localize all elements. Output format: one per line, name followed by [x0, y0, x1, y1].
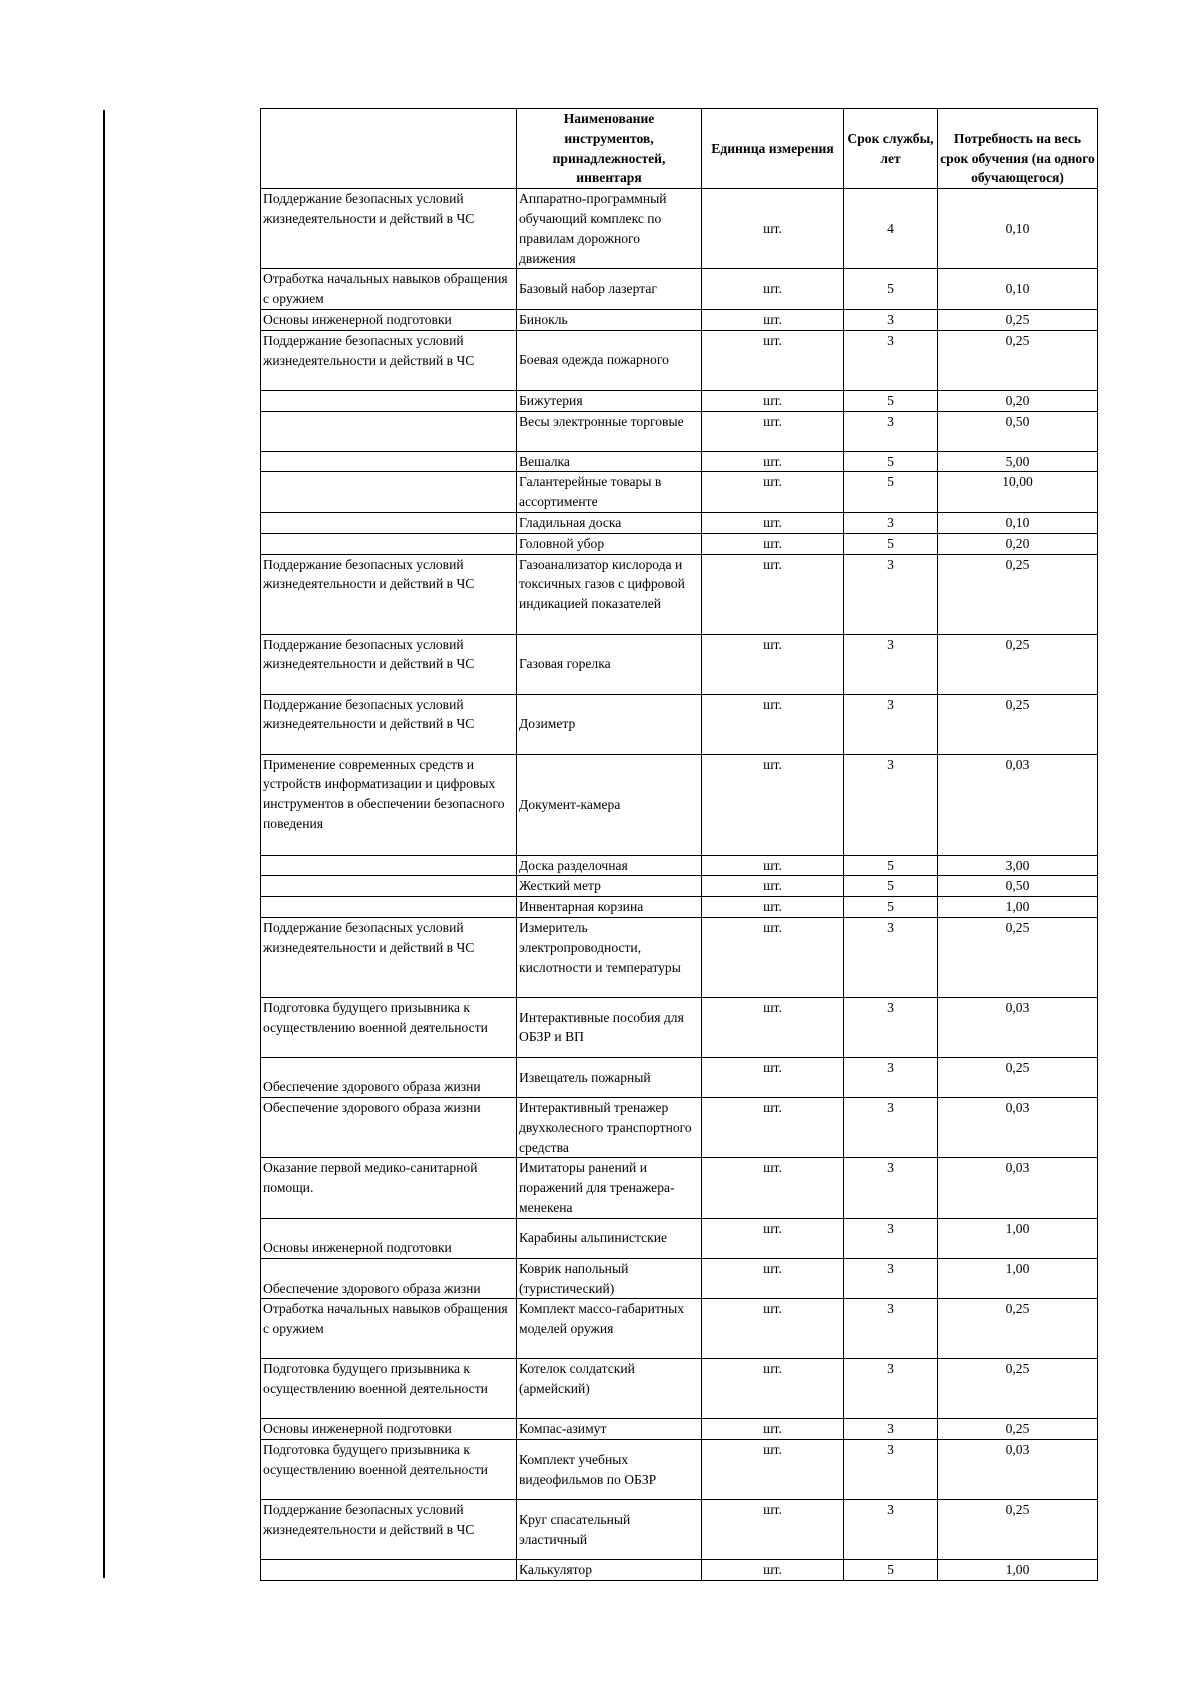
need-cell: 0,10: [938, 189, 1098, 269]
section-cell: [261, 855, 517, 876]
unit-cell: шт.: [702, 1500, 844, 1560]
name-cell: Газовая горелка: [517, 634, 702, 694]
need-cell: 0,25: [938, 330, 1098, 390]
header-need: Потребность на весь срок обучения (на одного обучающегося): [938, 109, 1098, 189]
need-cell: 0,25: [938, 554, 1098, 634]
years-cell: 5: [844, 472, 938, 513]
name-cell: Весы электронные торговые: [517, 411, 702, 451]
name-cell: Извещатель пожарный: [517, 1057, 702, 1097]
need-cell: 1,00: [938, 1258, 1098, 1299]
table-row: [261, 754, 1098, 855]
years-cell: 3: [844, 917, 938, 997]
need-cell: 1,00: [938, 1218, 1098, 1258]
years-cell: 5: [844, 390, 938, 411]
section-cell: Поддержание безопасных условий жизнедеятельности и действий в ЧС: [261, 694, 517, 754]
section-cell: Подготовка будущего призывника к осуществлению военной деятельности: [261, 1440, 517, 1500]
unit-cell: шт.: [702, 1057, 844, 1097]
name-cell: Доска разделочная: [517, 855, 702, 876]
years-cell: 3: [844, 754, 938, 855]
unit-cell: шт.: [702, 330, 844, 390]
years-cell: 3: [844, 1218, 938, 1258]
need-cell: 0,25: [938, 1299, 1098, 1359]
section-cell: [261, 1560, 517, 1581]
unit-cell: шт.: [702, 309, 844, 330]
unit-cell: шт.: [702, 694, 844, 754]
table-row: [261, 634, 1098, 694]
table-row: [261, 330, 1098, 390]
name-cell: Комплект учебных видеофильмов по ОБЗР: [517, 1440, 702, 1500]
years-cell: 4: [844, 189, 938, 269]
name-cell: Головной убор: [517, 533, 702, 554]
unit-cell: шт.: [702, 1097, 844, 1157]
years-cell: 3: [844, 1057, 938, 1097]
years-cell: 3: [844, 1359, 938, 1419]
name-cell: Бинокль: [517, 309, 702, 330]
section-cell: Поддержание безопасных условий жизнедеятельности и действий в ЧС: [261, 1500, 517, 1560]
section-cell: Обеспечение здорового образа жизни: [261, 1057, 517, 1097]
name-cell: Круг спасательный эластичный: [517, 1500, 702, 1560]
years-cell: 3: [844, 694, 938, 754]
need-cell: 0,25: [938, 1359, 1098, 1419]
unit-cell: шт.: [702, 1359, 844, 1419]
table-row: [261, 472, 1098, 513]
table-row: [261, 917, 1098, 997]
unit-cell: шт.: [702, 1419, 844, 1440]
name-cell: Комплект массо-габаритных моделей оружия: [517, 1299, 702, 1359]
table-row: [261, 1299, 1098, 1359]
years-cell: 3: [844, 330, 938, 390]
unit-cell: шт.: [702, 1560, 844, 1581]
unit-cell: шт.: [702, 754, 844, 855]
unit-cell: шт.: [702, 512, 844, 533]
name-cell: Вешалка: [517, 451, 702, 472]
unit-cell: шт.: [702, 634, 844, 694]
table-row: [261, 411, 1098, 451]
table-row: [261, 1500, 1098, 1560]
unit-cell: шт.: [702, 1218, 844, 1258]
name-cell: Дозиметр: [517, 694, 702, 754]
table-row: [261, 897, 1098, 918]
table-row: [261, 309, 1098, 330]
table-row: [261, 533, 1098, 554]
need-cell: 0,25: [938, 1057, 1098, 1097]
table-row: [261, 1419, 1098, 1440]
need-cell: 10,00: [938, 472, 1098, 513]
table-row: [261, 269, 1098, 310]
name-cell: Аппаратно-программный обучающий комплекс по правилам дорожного движения: [517, 189, 702, 269]
section-cell: [261, 472, 517, 513]
name-cell: Базовый набор лазертаг: [517, 269, 702, 310]
need-cell: 0,25: [938, 1419, 1098, 1440]
years-cell: 3: [844, 1419, 938, 1440]
years-cell: 3: [844, 1258, 938, 1299]
section-cell: Поддержание безопасных условий жизнедеятельности и действий в ЧС: [261, 917, 517, 997]
years-cell: 3: [844, 512, 938, 533]
section-cell: Обеспечение здорового образа жизни: [261, 1097, 517, 1157]
section-cell: Основы инженерной подготовки: [261, 1218, 517, 1258]
name-cell: Галантерейные товары в ассортименте: [517, 472, 702, 513]
table-row: [261, 694, 1098, 754]
section-cell: Оказание первой медико-санитарной помощи.: [261, 1158, 517, 1218]
need-cell: 0,03: [938, 997, 1098, 1057]
section-cell: [261, 533, 517, 554]
unit-cell: шт.: [702, 269, 844, 310]
unit-cell: шт.: [702, 411, 844, 451]
table-row: [261, 1440, 1098, 1500]
need-cell: 0,03: [938, 754, 1098, 855]
table-row: [261, 390, 1098, 411]
section-cell: [261, 876, 517, 897]
table-row: [261, 1560, 1098, 1581]
header-service-life: Срок службы, лет: [844, 109, 938, 189]
years-cell: 3: [844, 1299, 938, 1359]
need-cell: 1,00: [938, 897, 1098, 918]
unit-cell: шт.: [702, 1158, 844, 1218]
years-cell: 3: [844, 1500, 938, 1560]
table-row: [261, 997, 1098, 1057]
section-cell: Обеспечение здорового образа жизни: [261, 1258, 517, 1299]
unit-cell: шт.: [702, 1299, 844, 1359]
section-cell: Поддержание безопасных условий жизнедеятельности и действий в ЧС: [261, 189, 517, 269]
name-cell: Боевая одежда пожарного: [517, 330, 702, 390]
name-cell: Жесткий метр: [517, 876, 702, 897]
table-row: [261, 1218, 1098, 1258]
name-cell: Котелок солдатский (армейский): [517, 1359, 702, 1419]
years-cell: 3: [844, 1158, 938, 1218]
need-cell: 0,03: [938, 1097, 1098, 1157]
name-cell: Карабины альпинистские: [517, 1218, 702, 1258]
need-cell: 0,10: [938, 269, 1098, 310]
need-cell: 0,50: [938, 411, 1098, 451]
years-cell: 5: [844, 533, 938, 554]
section-cell: [261, 451, 517, 472]
name-cell: Интерактивные пособия для ОБЗР и ВП: [517, 997, 702, 1057]
section-cell: Поддержание безопасных условий жизнедеятельности и действий в ЧС: [261, 634, 517, 694]
years-cell: 5: [844, 897, 938, 918]
unit-cell: шт.: [702, 189, 844, 269]
years-cell: 5: [844, 855, 938, 876]
name-cell: Калькулятор: [517, 1560, 702, 1581]
section-cell: Поддержание безопасных условий жизнедеятельности и действий в ЧС: [261, 330, 517, 390]
table-row: [261, 1097, 1098, 1157]
section-cell: [261, 897, 517, 918]
table-row: [261, 512, 1098, 533]
unit-cell: шт.: [702, 554, 844, 634]
name-cell: Интерактивный тренажер двухколесного транспортного средства: [517, 1097, 702, 1157]
name-cell: Бижутерия: [517, 390, 702, 411]
equipment-table: [260, 108, 1098, 1581]
table-row: [261, 1258, 1098, 1299]
unit-cell: шт.: [702, 533, 844, 554]
table-row: [261, 1359, 1098, 1419]
unit-cell: шт.: [702, 1440, 844, 1500]
section-cell: Подготовка будущего призывника к осуществлению военной деятельности: [261, 1359, 517, 1419]
section-cell: Поддержание безопасных условий жизнедеятельности и действий в ЧС: [261, 554, 517, 634]
name-cell: Имитаторы ранений и поражений для тренажера-менекена: [517, 1158, 702, 1218]
years-cell: 3: [844, 309, 938, 330]
need-cell: 0,50: [938, 876, 1098, 897]
section-cell: Отработка начальных навыков обращения с оружием: [261, 1299, 517, 1359]
margin-line: [103, 110, 105, 1578]
header-section: [261, 109, 517, 189]
need-cell: 5,00: [938, 451, 1098, 472]
need-cell: 1,00: [938, 1560, 1098, 1581]
need-cell: 0,25: [938, 917, 1098, 997]
table-row: [261, 451, 1098, 472]
years-cell: 3: [844, 634, 938, 694]
unit-cell: шт.: [702, 1258, 844, 1299]
years-cell: 5: [844, 1560, 938, 1581]
section-cell: Применение современных средств и устройств информатизации и цифровых инструментов в обеспечении безопасного поведения: [261, 754, 517, 855]
name-cell: Коврик напольный (туристический): [517, 1258, 702, 1299]
table-row: [261, 554, 1098, 634]
need-cell: 0,20: [938, 390, 1098, 411]
need-cell: 0,25: [938, 694, 1098, 754]
need-cell: 0,03: [938, 1158, 1098, 1218]
table-row: [261, 876, 1098, 897]
years-cell: 3: [844, 1097, 938, 1157]
name-cell: Измеритель электропроводности, кислотности и температуры: [517, 917, 702, 997]
need-cell: 0,20: [938, 533, 1098, 554]
unit-cell: шт.: [702, 917, 844, 997]
name-cell: Компас-азимут: [517, 1419, 702, 1440]
need-cell: 3,00: [938, 855, 1098, 876]
unit-cell: шт.: [702, 472, 844, 513]
years-cell: 5: [844, 876, 938, 897]
unit-cell: шт.: [702, 855, 844, 876]
years-cell: 3: [844, 411, 938, 451]
years-cell: 5: [844, 451, 938, 472]
table-row: [261, 1158, 1098, 1218]
section-cell: [261, 512, 517, 533]
need-cell: 0,25: [938, 309, 1098, 330]
unit-cell: шт.: [702, 451, 844, 472]
unit-cell: шт.: [702, 390, 844, 411]
section-cell: Отработка начальных навыков обращения с оружием: [261, 269, 517, 310]
section-cell: Подготовка будущего призывника к осуществлению военной деятельности: [261, 997, 517, 1057]
need-cell: 0,03: [938, 1440, 1098, 1500]
unit-cell: шт.: [702, 997, 844, 1057]
name-cell: Документ-камера: [517, 754, 702, 855]
section-cell: [261, 411, 517, 451]
unit-cell: шт.: [702, 897, 844, 918]
section-cell: [261, 390, 517, 411]
name-cell: Газоанализатор кислорода и токсичных газов с цифровой индикацией показателей: [517, 554, 702, 634]
header-unit: Единица измерения: [702, 109, 844, 189]
header-row: [261, 109, 1098, 189]
section-cell: Основы инженерной подготовки: [261, 309, 517, 330]
years-cell: 3: [844, 554, 938, 634]
need-cell: 0,10: [938, 512, 1098, 533]
table-row: [261, 1057, 1098, 1097]
table-row: [261, 189, 1098, 269]
need-cell: 0,25: [938, 634, 1098, 694]
name-cell: Инвентарная корзина: [517, 897, 702, 918]
years-cell: 3: [844, 1440, 938, 1500]
years-cell: 3: [844, 997, 938, 1057]
unit-cell: шт.: [702, 876, 844, 897]
table-row: [261, 855, 1098, 876]
need-cell: 0,25: [938, 1500, 1098, 1560]
years-cell: 5: [844, 269, 938, 310]
header-name: Наименование инструментов, принадлежностей, инвентаря: [517, 109, 702, 189]
section-cell: Основы инженерной подготовки: [261, 1419, 517, 1440]
name-cell: Гладильная доска: [517, 512, 702, 533]
